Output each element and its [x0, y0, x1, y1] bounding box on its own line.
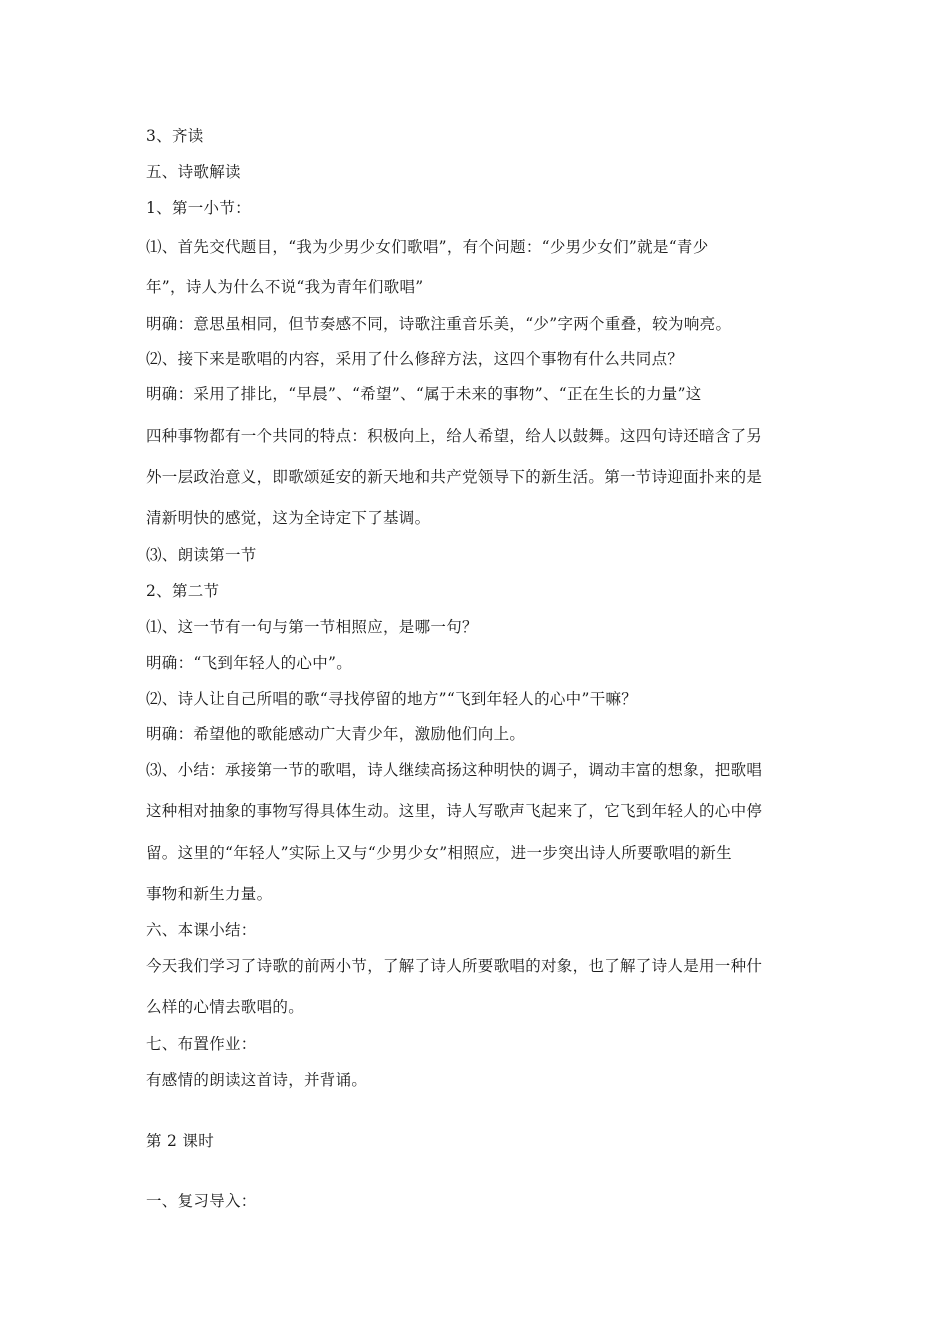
text-line: 事物和新生力量。 — [146, 885, 273, 903]
section-heading: 七、布置作业： — [146, 1035, 257, 1053]
text-line: 留。这里的“年轻人”实际上又与“少男少女”相照应，进一步突出诗人所要歌唱的新生 — [146, 844, 732, 862]
text-line: ⑵、诗人让自己所唱的歌“寻找停留的地方”“飞到年轻人的心中”干嘛？ — [146, 690, 638, 708]
text-line: ⑶、小结：承接第一节的歌唱，诗人继续高扬这种明快的调子，调动丰富的想象，把歌唱 — [146, 761, 763, 779]
text-line: 么样的心情去歌唱的。 — [146, 998, 305, 1016]
section-heading: 五、诗歌解读 — [146, 163, 241, 181]
section-heading: 一、复习导入： — [146, 1192, 257, 1210]
text-line: ⑴、这一节有一句与第一节相照应，是哪一句？ — [146, 618, 478, 636]
text-line: 清新明快的感觉，这为全诗定下了基调。 — [146, 509, 431, 527]
lesson-heading: 第 2 课时 — [146, 1132, 215, 1150]
text-line: ⑶、朗读第一节 — [146, 546, 257, 564]
text-line: 四种事物都有一个共同的特点：积极向上，给人希望，给人以鼓舞。这四句诗还暗含了另 — [146, 427, 763, 445]
text-line: 明确：采用了排比，“早晨”、“希望”、“属于未来的事物”、“正在生长的力量”这 — [146, 385, 702, 403]
text-line: 明确：“飞到年轻人的心中”。 — [146, 654, 353, 672]
text-line: 明确：希望他的歌能感动广大青少年，激励他们向上。 — [146, 725, 526, 743]
section-heading: 六、本课小结： — [146, 921, 257, 939]
subsection-heading: 1、第一小节： — [146, 199, 251, 217]
subsection-heading: 2、第二节 — [146, 582, 220, 600]
text-line: 有感情的朗读这首诗，并背诵。 — [146, 1071, 368, 1089]
text-line: 外一层政治意义，即歌颂延安的新天地和共产党领导下的新生活。第一节诗迎面扑来的是 — [146, 468, 763, 486]
text-line: 3、齐读 — [146, 127, 204, 145]
text-line: ⑵、接下来是歌唱的内容，采用了什么修辞方法，这四个事物有什么共同点？ — [146, 350, 684, 368]
text-line: 这种相对抽象的事物写得具体生动。这里，诗人写歌声飞起来了，它飞到年轻人的心中停 — [146, 802, 763, 820]
text-line: 今天我们学习了诗歌的前两小节，了解了诗人所要歌唱的对象，也了解了诗人是用一种什 — [146, 957, 763, 975]
text-line: 年”，诗人为什么不说“我为青年们歌唱” — [146, 278, 424, 296]
text-line: ⑴、首先交代题目，“我为少男少女们歌唱”，有个问题：“少男少女们”就是“青少 — [146, 238, 709, 256]
text-line: 明确：意思虽相同，但节奏感不同，诗歌注重音乐美，“少”字两个重叠，较为响亮。 — [146, 315, 732, 333]
